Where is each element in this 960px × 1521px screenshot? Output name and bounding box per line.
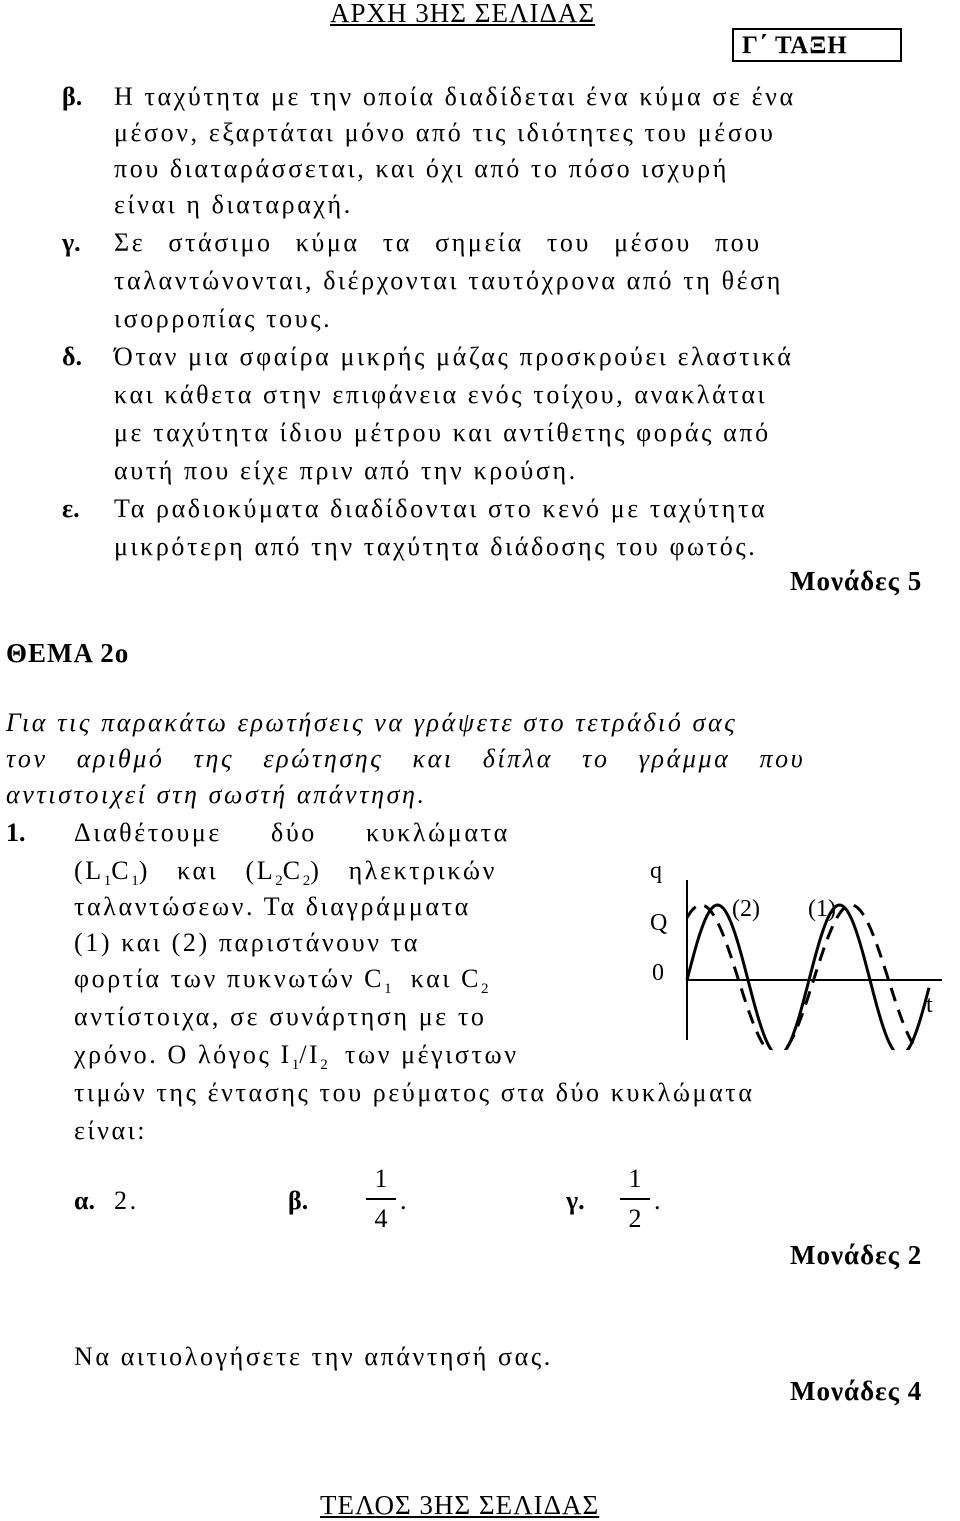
item-b-line: είναι η διαταραχή. (114, 190, 353, 219)
score-q2b: Μονάδες 4 (790, 1376, 923, 1406)
graph-curve1-label: (1) (808, 896, 836, 922)
page-start-header: ΑΡΧΗ 3ΗΣ ΣΕΛΙΔΑΣ (330, 0, 596, 28)
item-d-line: και κάθετα στην επιφάνεια ενός τοίχου, ανακλάται (114, 380, 768, 409)
score-q2a: Μονάδες 2 (790, 1240, 923, 1270)
option-b-dot: . (400, 1186, 410, 1215)
question-line-capacitors: φορτία των πυκνωτών $C_1$ και $C_2$ (74, 964, 489, 997)
question-line-ratio: χρόνο. Ο λόγος $I_1/I_2$ των μέγιστων (74, 1040, 519, 1073)
item-label-e: ε. (62, 494, 80, 523)
item-label-b: β. (62, 82, 83, 111)
instructions-line: αντιστοιχεί στη σωστή απάντηση. (6, 780, 427, 809)
question-line-circuits: $(L_1C_1)$ και $(L_2C_2)$ ηλεκτρικών (74, 856, 497, 889)
instructions-line: τον αριθμό της ερώτησης και δίπλα το γράμμα που (6, 744, 806, 773)
question-line: τιμών της έντασης του ρεύματος στα δύο κυκλώματα (74, 1078, 755, 1107)
option-b-label: β. (288, 1186, 309, 1215)
option-c-dot: . (654, 1186, 664, 1215)
option-a-value: 2. (114, 1186, 139, 1215)
item-b-line: Η ταχύτητα με την οποία διαδίδεται ένα κύμα σε ένα (114, 82, 796, 111)
item-label-c: γ. (62, 228, 81, 257)
score-q1: Μονάδες 5 (790, 566, 923, 596)
question-line: ταλαντώσεων. Τα διαγράμματα (74, 892, 471, 921)
option-c-fraction: 1 2 (620, 1164, 650, 1234)
item-b-line: που διαταράσσεται, και όχι από το πόσο ισχυρή (114, 154, 729, 183)
graph-curve-1 (687, 905, 929, 1050)
item-c-line: Σε στάσιμο κύμα τα σημεία του μέσου που (114, 228, 762, 257)
class-tag: Γ΄ ΤΑΞΗ (742, 32, 848, 59)
instructions-line: Για τις παρακάτω ερωτήσεις να γράψετε στο τετράδιό σας (6, 708, 738, 737)
item-c-line: ταλαντώνονται, διέρχονται ταυτόχρονα από τη θέση (114, 266, 783, 295)
item-c-line: ισορροπίας τους. (114, 304, 333, 333)
graph-Q-label: Q (650, 910, 668, 936)
option-c-label: γ. (566, 1186, 585, 1215)
graph-curve2-label: (2) (732, 896, 760, 922)
page-end-footer: ΤΕΛΟΣ 3ΗΣ ΣΕΛΙΔΑΣ (320, 1490, 600, 1520)
item-label-d: δ. (62, 342, 82, 371)
option-a-label: α. (74, 1186, 96, 1215)
item-b-line: μέσον, εξαρτάται μόνο από τις ιδιότητες του μέσου (114, 118, 776, 147)
section-title: ΘΕΜΑ 2ο (6, 638, 130, 668)
item-d-line: με ταχύτητα ίδιου μέτρου και αντίθετης φοράς από (114, 418, 771, 447)
item-d-line: Όταν μια σφαίρα μικρής μάζας προσκρούει ελαστικά (114, 342, 794, 371)
question-line: είναι: (74, 1116, 148, 1145)
option-b-fraction: 1 4 (366, 1164, 396, 1234)
question-line: Διαθέτουμε δύο κυκλώματα (74, 818, 510, 847)
item-e-line: μικρότερη από την ταχύτητα διάδοσης του φωτός. (114, 532, 758, 561)
question-line: αντίστοιχα, σε συνάρτηση με το (74, 1002, 487, 1031)
question-line: (1) και (2) παριστάνουν τα (74, 928, 420, 957)
graph-curve-2 (687, 905, 929, 1050)
item-d-line: αυτή που είχε πριν από την κρούση. (114, 456, 578, 485)
charge-time-graph (680, 880, 950, 1050)
question-number: 1. (6, 818, 26, 847)
graph-t-label: t (926, 992, 933, 1018)
item-e-line: Τα ραδιοκύματα διαδίδονται στο κενό με ταχύτητα (114, 494, 768, 523)
justify-instruction: Να αιτιολογήσετε την απάντησή σας. (74, 1342, 553, 1371)
graph-q-label: q (650, 858, 662, 884)
graph-zero-label: 0 (652, 960, 664, 986)
